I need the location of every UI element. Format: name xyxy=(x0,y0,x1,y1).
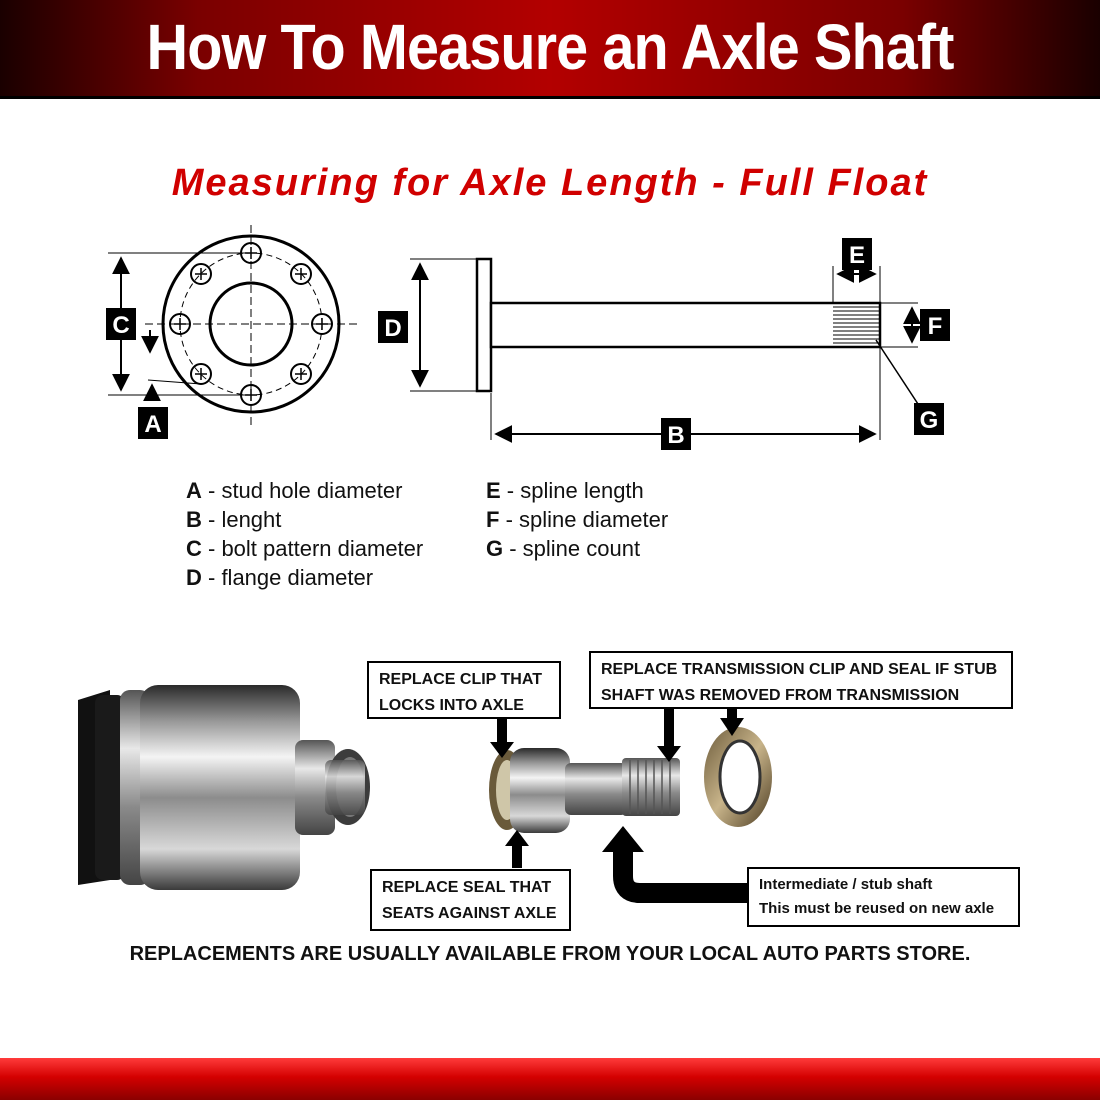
legend-item-d: D - flange diameter xyxy=(186,565,374,590)
callout-stub-shaft: Intermediate / stub shaft This must be reused on new axle xyxy=(747,867,1020,927)
diagram-subtitle: Measuring for Axle Length - Full Float xyxy=(171,162,929,204)
label-a: A xyxy=(144,411,162,438)
legend-item-c: C - bolt pattern diameter xyxy=(186,536,424,561)
flange-front-view xyxy=(108,225,357,425)
label-b: B xyxy=(667,422,685,449)
legend-item-a: A - stud hole diameter xyxy=(186,478,403,503)
stub-shaft-pointer-arrow xyxy=(623,850,750,893)
legend-left xyxy=(186,476,423,592)
cv-joint-housing-photo xyxy=(78,685,370,890)
shaft-side-view xyxy=(410,259,918,440)
label-g: G xyxy=(919,407,939,434)
label-f: F xyxy=(927,313,943,340)
page-title: How To Measure an Axle Shaft xyxy=(146,11,954,83)
stub-shaft-photo xyxy=(489,748,680,833)
legend-item-e: E - spline length xyxy=(486,478,644,503)
label-c: C xyxy=(112,312,130,339)
legend-right xyxy=(486,476,668,563)
footer-note: REPLACEMENTS ARE USUALLY AVAILABLE FROM YOUR LOCAL AUTO PARTS STORE. xyxy=(129,943,971,965)
callout-transmission-clip: REPLACE TRANSMISSION CLIP AND SEAL IF STUB SHAFT WAS REMOVED FROM TRANSMISSION xyxy=(589,651,1013,709)
legend-item-f: F - spline diameter xyxy=(486,507,669,532)
legend-item-g: G - spline count xyxy=(486,536,641,561)
legend-item-b: B - lenght xyxy=(186,507,282,532)
bottom-bar xyxy=(0,1058,1100,1100)
callout-replace-clip: REPLACE CLIP THAT LOCKS INTO AXLE xyxy=(367,661,561,719)
seal-ring-photo xyxy=(704,727,772,827)
callout-replace-seal: REPLACE SEAL THAT SEATS AGAINST AXLE xyxy=(370,869,571,931)
label-e: E xyxy=(848,242,866,269)
label-d: D xyxy=(384,315,402,342)
